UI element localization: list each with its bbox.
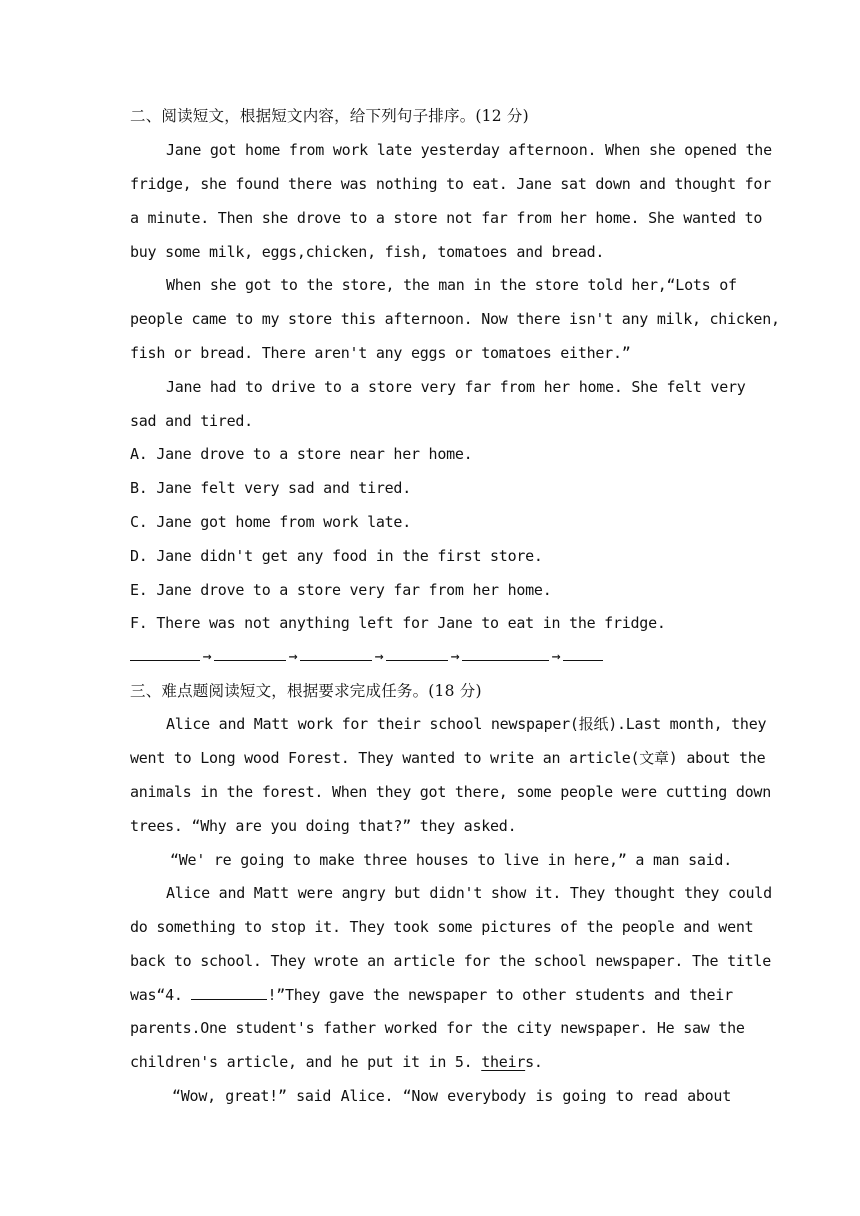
answer-blank[interactable] xyxy=(300,646,372,661)
passage-line: a minute. Then she drove to a store not far from her home. She wanted to xyxy=(130,209,763,227)
arrow-icon: → xyxy=(288,647,298,665)
section2-heading: 二、阅读短文，根据短文内容，给下列句子排序。(12 分) xyxy=(130,107,529,125)
ordering-answer-row xyxy=(130,646,731,666)
line-prefix: children's article, and he put it in 5. xyxy=(130,1053,473,1071)
passage-line-underline xyxy=(130,1052,731,1072)
passage-line: parents.One student's father worked for the city newspaper. He saw the xyxy=(130,1019,745,1037)
underlined-word: their xyxy=(481,1053,526,1071)
arrow-icon: → xyxy=(450,647,460,665)
passage-line: Alice and Matt were angry but didn't show it. They thought they could xyxy=(166,884,772,902)
arrow-icon: → xyxy=(374,647,384,665)
passage-line: sad and tired. xyxy=(130,412,253,430)
passage-line: “Wow, great!” said Alice. “Now everybody is going to read about xyxy=(172,1087,731,1105)
passage-line: back to school. They wrote an article for the school newspaper. The title xyxy=(130,952,771,970)
option-c: C. Jane got home from work late. xyxy=(130,513,411,531)
passage-line: Alice and Matt work for their school newspaper(报纸).Last month, they xyxy=(166,715,767,733)
option-d: D. Jane didn't get any food in the first store. xyxy=(130,547,543,565)
answer-blank[interactable] xyxy=(563,646,603,661)
passage-line: When she got to the store, the man in the store told her,“Lots of xyxy=(166,276,737,294)
arrow-icon: → xyxy=(551,647,561,665)
answer-blank[interactable] xyxy=(214,646,286,661)
passage-line: trees. “Why are you doing that?” they asked. xyxy=(130,817,517,835)
option-b: B. Jane felt very sad and tired. xyxy=(130,479,411,497)
passage-line: went to Long wood Forest. They wanted to write an article(文章) about the xyxy=(130,749,766,767)
title-blank[interactable] xyxy=(191,985,267,1000)
section3-heading: 三、难点题阅读短文，根据要求完成任务。(18 分) xyxy=(130,682,482,700)
line-suffix: s. xyxy=(525,1053,543,1071)
passage-line: Jane had to drive to a store very far from her home. She felt very xyxy=(166,378,746,396)
passage-line: fish or bread. There aren't any eggs or tomatoes either.” xyxy=(130,344,631,362)
option-f: F. There was not anything left for Jane to eat in the fridge. xyxy=(130,614,666,632)
passage-line: Jane got home from work late yesterday afternoon. When she opened the xyxy=(166,141,772,159)
title-prefix: was“4. xyxy=(130,986,183,1004)
answer-blank[interactable] xyxy=(130,646,200,661)
passage-line: do something to stop it. They took some pictures of the people and went xyxy=(130,918,754,936)
passage-line: fridge, she found there was nothing to eat. Jane sat down and thought for xyxy=(130,175,771,193)
option-e: E. Jane drove to a store very far from her home. xyxy=(130,581,552,599)
answer-blank[interactable] xyxy=(462,646,549,661)
passage-line: buy some milk, eggs,chicken, fish, tomatoes and bread. xyxy=(130,243,605,261)
passage-line: animals in the forest. When they got there, some people were cutting down xyxy=(130,783,771,801)
passage-line-title xyxy=(130,985,731,1005)
passage-line: “We' re going to make three houses to live in here,” a man said. xyxy=(170,851,732,869)
passage-line: people came to my store this afternoon. Now there isn't any milk, chicken, xyxy=(130,310,780,328)
arrow-icon: → xyxy=(202,647,212,665)
title-suffix: !”They gave the newspaper to other students and their xyxy=(267,986,733,1004)
option-a: A. Jane drove to a store near her home. xyxy=(130,445,473,463)
answer-blank[interactable] xyxy=(386,646,448,661)
